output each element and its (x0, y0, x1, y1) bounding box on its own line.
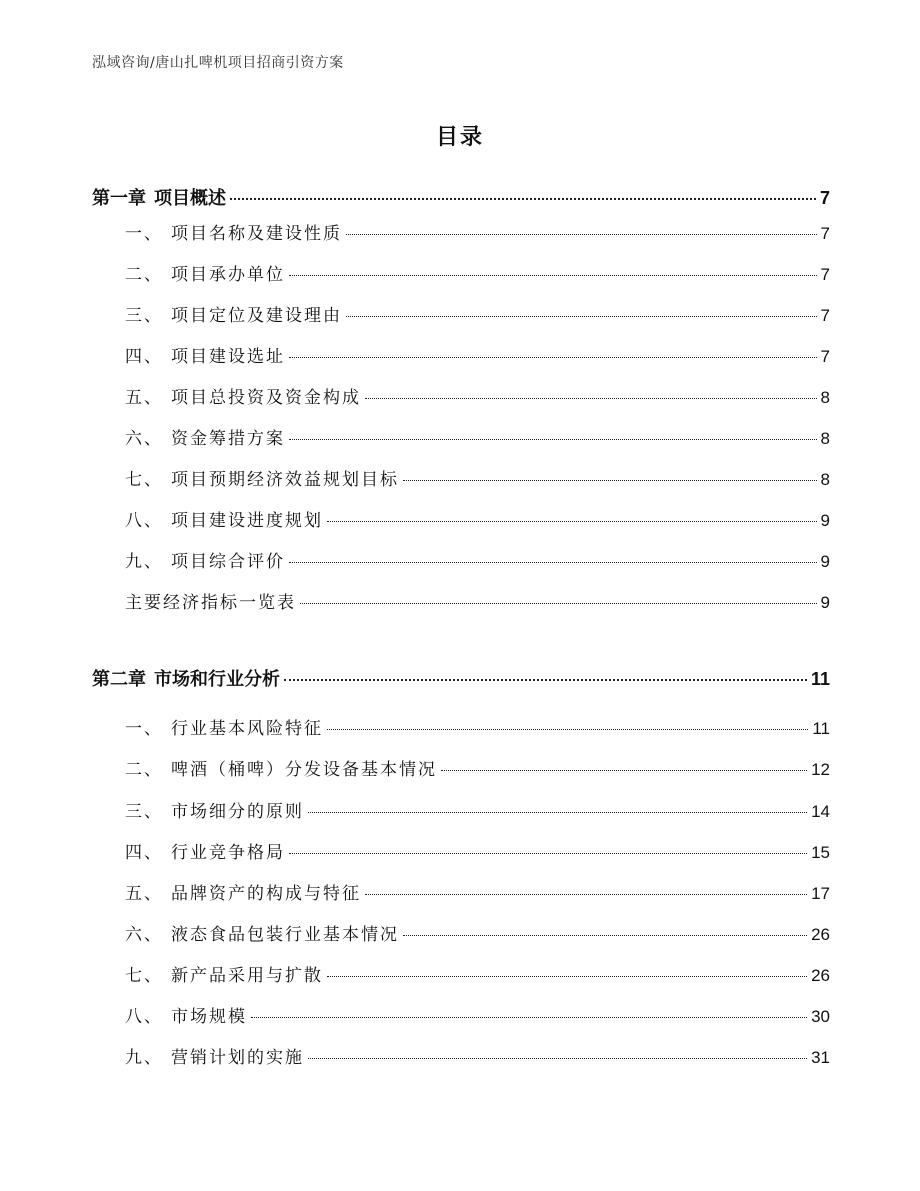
toc-leader-dots (365, 894, 807, 895)
toc-section[interactable] (125, 383, 830, 408)
toc-page: 26 (811, 966, 830, 985)
toc-text: 市场规模 (171, 1007, 247, 1027)
toc-leader-dots (346, 316, 817, 317)
toc-leader-dots (365, 398, 817, 399)
toc-leader-dots (327, 729, 808, 730)
toc-text: 主要经济指标一览表 (125, 593, 296, 613)
toc-page: 8 (820, 470, 830, 489)
toc-number: 三、 (125, 306, 163, 326)
toc-leader-dots (289, 853, 807, 854)
toc-page: 30 (811, 1007, 830, 1026)
toc-number: 五、 (125, 388, 163, 408)
toc-section[interactable] (125, 506, 830, 531)
toc-number: 八、 (125, 1007, 163, 1027)
toc-section[interactable] (125, 838, 830, 863)
toc-page: 14 (811, 802, 830, 821)
toc-text: 品牌资产的构成与特征 (171, 884, 361, 904)
toc-leader-dots (289, 439, 817, 440)
toc-leader-dots (289, 357, 817, 358)
toc-number: 六、 (125, 429, 163, 449)
toc-number: 四、 (125, 347, 163, 367)
toc-number: 一、 (125, 719, 163, 739)
toc-leader-dots (289, 275, 817, 276)
toc-number: 八、 (125, 511, 163, 531)
toc-text: 项目概述 (154, 188, 226, 209)
toc-text: 资金筹措方案 (171, 429, 285, 449)
toc-text: 行业竞争格局 (171, 843, 285, 863)
page-title: 目录 (435, 125, 484, 150)
toc-section[interactable] (125, 424, 830, 449)
toc-text: 项目总投资及资金构成 (171, 388, 361, 408)
toc-section[interactable] (125, 797, 830, 822)
toc-page: 8 (820, 429, 830, 448)
toc-text: 液态食品包装行业基本情况 (171, 925, 399, 945)
toc-number: 六、 (125, 925, 163, 945)
toc-text: 项目名称及建设性质 (171, 224, 342, 244)
toc-page: 15 (811, 843, 830, 862)
toc-leader-dots (308, 1058, 807, 1059)
toc-text: 项目承办单位 (171, 265, 285, 285)
toc-page: 11 (810, 669, 830, 689)
toc-page: 12 (811, 760, 830, 779)
toc-number: 七、 (125, 966, 163, 986)
toc-section[interactable] (125, 260, 830, 285)
toc-number: 二、 (125, 760, 163, 780)
toc-text: 项目建设选址 (171, 347, 285, 367)
toc-leader-dots (251, 1017, 807, 1018)
toc-section[interactable] (125, 755, 830, 780)
toc-section[interactable] (125, 879, 830, 904)
toc-number: 三、 (125, 802, 163, 822)
toc-text: 行业基本风险特征 (171, 719, 323, 739)
toc-leader-dots (327, 521, 817, 522)
toc-text: 新产品采用与扩散 (171, 966, 323, 986)
toc-number: 九、 (125, 552, 163, 572)
toc-page: 7 (820, 347, 830, 366)
toc-number: 二、 (125, 265, 163, 285)
toc-section[interactable] (125, 920, 830, 945)
toc-leader-dots (308, 812, 807, 813)
toc-text: 项目建设进度规划 (171, 511, 323, 531)
toc-number: 一、 (125, 224, 163, 244)
toc-leader-dots (284, 679, 807, 681)
toc-page: 9 (820, 511, 830, 530)
toc-section[interactable] (125, 1002, 830, 1027)
toc-section[interactable] (125, 714, 830, 739)
toc-page: 7 (819, 188, 830, 208)
toc-page: 8 (820, 388, 830, 407)
toc-section[interactable] (125, 301, 830, 326)
toc-text: 营销计划的实施 (171, 1048, 304, 1068)
toc-text: 啤酒（桶啤）分发设备基本情况 (171, 760, 437, 780)
toc-section[interactable] (125, 465, 830, 490)
toc-number: 第一章 (92, 188, 146, 209)
toc-leader-dots (403, 935, 807, 936)
toc-section[interactable] (125, 547, 830, 572)
toc-text: 市场和行业分析 (154, 669, 280, 690)
toc-text: 项目预期经济效益规划目标 (171, 470, 399, 490)
toc-text: 项目综合评价 (171, 552, 285, 572)
toc-leader-dots (230, 198, 816, 200)
toc-section[interactable] (125, 342, 830, 367)
toc-leader-dots (327, 976, 807, 977)
toc-page: 7 (820, 224, 830, 243)
toc-section[interactable] (125, 1043, 830, 1068)
toc-text: 市场细分的原则 (171, 802, 304, 822)
toc-number: 第二章 (92, 669, 146, 690)
toc-leader-dots (441, 770, 807, 771)
toc-section[interactable] (125, 588, 830, 613)
toc-leader-dots (346, 234, 817, 235)
toc-leader-dots (403, 480, 817, 481)
toc-leader-dots (300, 603, 817, 604)
toc-page: 26 (811, 925, 830, 944)
toc-section[interactable] (125, 219, 830, 244)
toc-page: 7 (820, 265, 830, 284)
toc-chapter-1[interactable] (92, 184, 830, 210)
toc-page: 9 (820, 593, 830, 612)
toc-page: 9 (820, 552, 830, 571)
toc-leader-dots (289, 562, 817, 563)
toc-number: 九、 (125, 1048, 163, 1068)
toc-page: 11 (812, 719, 830, 738)
running-header: 泓域咨询/唐山扎啤机项目招商引资方案 (92, 55, 344, 71)
toc-number: 五、 (125, 884, 163, 904)
toc-number: 七、 (125, 470, 163, 490)
toc-page: 31 (811, 1048, 830, 1067)
toc-page: 17 (811, 884, 830, 903)
toc-section[interactable] (125, 961, 830, 986)
toc-chapter-2[interactable] (92, 665, 830, 691)
toc-text: 项目定位及建设理由 (171, 306, 342, 326)
toc-number: 四、 (125, 843, 163, 863)
toc-page: 7 (820, 306, 830, 325)
